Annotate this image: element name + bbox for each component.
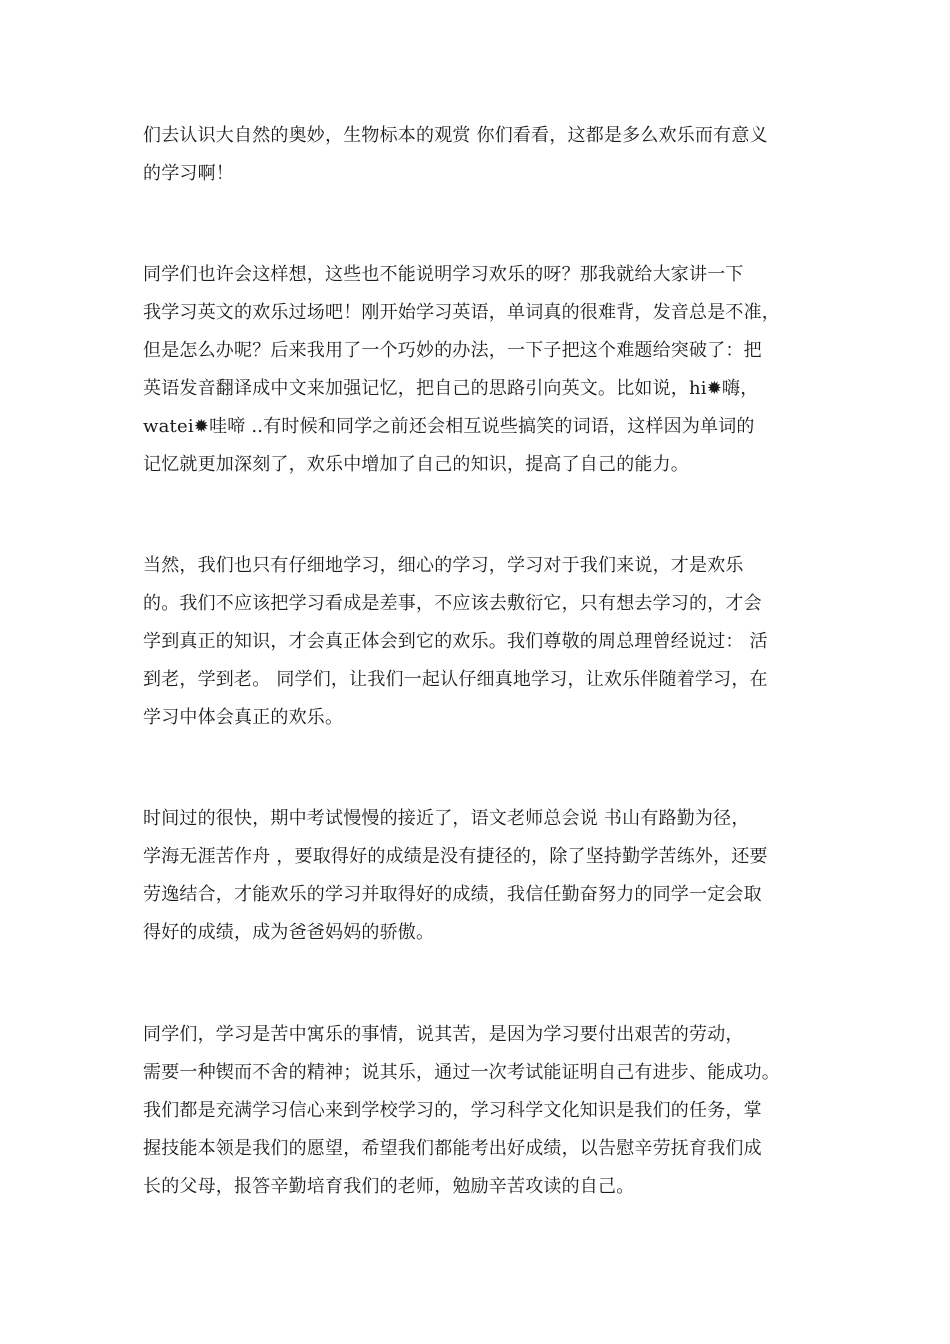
- paragraph-1: [143, 117, 813, 193]
- text-line: 我学习英文的欢乐过场吧！刚开始学习英语，单词真的很难背，发音总是不准，: [143, 302, 780, 323]
- text-line: 长的父母，报答辛勤培育我们的老师，勉励辛苦攻读的自己。: [143, 1176, 635, 1197]
- text-line: 劳逸结合，才能欢乐的学习并取得好的成绩，我信任勤奋努力的同学一定会取: [143, 884, 762, 905]
- paragraph-4: [143, 800, 813, 952]
- paragraph-3: [143, 547, 813, 737]
- text-line: 的。我们不应该把学习看成是差事，不应该去敷衍它，只有想去学习的，才会: [143, 593, 762, 614]
- paragraph-5: [143, 1016, 813, 1206]
- text-line: 同学们，学习是苦中寓乐的事情，说其苦，是因为学习要付出艰苦的劳动，: [143, 1024, 744, 1045]
- text-line: 同学们也许会这样想，这些也不能说明学习欢乐的呀？那我就给大家讲一下: [143, 264, 744, 285]
- text-line: 学到真正的知识，才会真正体会到它的欢乐。我们尊敬的周总理曾经说过： 活: [143, 631, 768, 652]
- text-line: 我们都是充满学习信心来到学校学习的，学习科学文化知识是我们的任务，掌: [143, 1100, 762, 1121]
- text-line: 记忆就更加深刻了，欢乐中增加了自己的知识，提高了自己的能力。: [143, 454, 689, 475]
- text-line: 当然，我们也只有仔细地学习，细心的学习，学习对于我们来说，才是欢乐: [143, 555, 744, 576]
- text-line: 时间过的很快，期中考试慢慢的接近了，语文老师总会说 书山有路勤为径，: [143, 808, 750, 829]
- text-line: watei✹哇啼 ..有时候和同学之前还会相互说些搞笑的词语，这样因为单词的: [143, 416, 755, 437]
- text-line: 得好的成绩，成为爸爸妈妈的骄傲。: [143, 922, 435, 943]
- text-line: 学海无涯苦作舟 ，要取得好的成绩是没有捷径的，除了坚持勤学苦练外，还要: [143, 846, 768, 867]
- text-line: 到老，学到老。 同学们，让我们一起认仔细真地学习，让欢乐伴随着学习，在: [143, 669, 768, 690]
- text-line: 英语发音翻译成中文来加强记忆，把自己的思路引向英文。比如说，hi✹嗨，: [143, 378, 759, 399]
- text-line: 们去认识大自然的奥妙，生物标本的观赏 你们看看，这都是多么欢乐而有意义: [143, 125, 768, 146]
- text-line: 但是怎么办呢？后来我用了一个巧妙的办法，一下子把这个难题给突破了：把: [143, 340, 762, 361]
- text-line: 的学习啊！: [143, 163, 234, 184]
- text-line: 握技能本领是我们的愿望，希望我们都能考出好成绩，以告慰辛劳抚育我们成: [143, 1138, 762, 1159]
- text-line: 需要一种锲而不舍的精神；说其乐，通过一次考试能证明自己有进步、能成功。: [143, 1062, 780, 1083]
- paragraph-2: [143, 256, 813, 484]
- text-line: 学习中体会真正的欢乐。: [143, 707, 344, 728]
